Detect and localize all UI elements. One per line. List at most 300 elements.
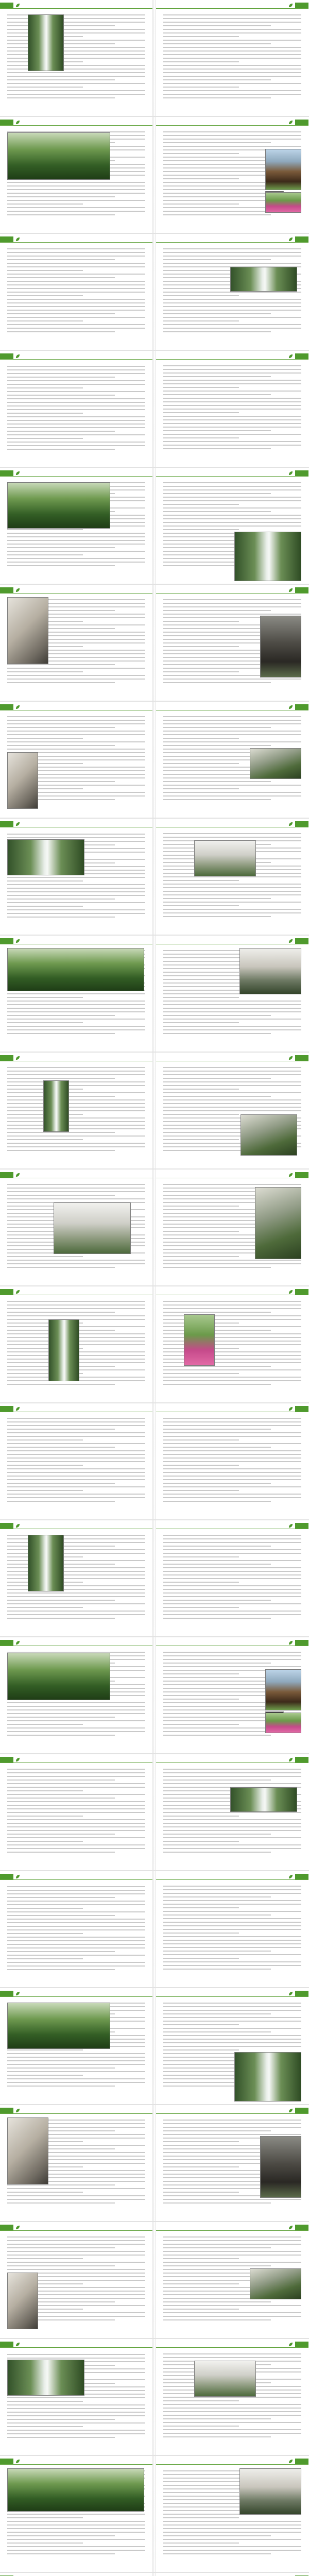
- text-line: [163, 2042, 301, 2043]
- text-line: [163, 178, 239, 179]
- text-line: [163, 679, 301, 680]
- text-line: [163, 1826, 301, 1827]
- text-line: [7, 1450, 145, 1451]
- text-line: [7, 1618, 115, 1619]
- text-line: [7, 2521, 145, 2522]
- text-line: [7, 997, 83, 998]
- text-line: [163, 792, 301, 793]
- book-gutter: [153, 234, 156, 350]
- text-line: [7, 2404, 145, 2405]
- text-line: [7, 434, 145, 435]
- chapter-tab: [295, 236, 308, 242]
- text-line: [7, 1494, 145, 1495]
- text-line: [7, 2524, 145, 2526]
- text-line: [163, 610, 271, 611]
- text-line: [163, 1969, 271, 1970]
- book-spread: [0, 1754, 309, 1871]
- text-line: [7, 558, 145, 559]
- text-line: [163, 94, 301, 95]
- book-gutter: [153, 1637, 156, 1753]
- text-line: [7, 1901, 145, 1902]
- text-line: [163, 1837, 301, 1838]
- text-line: [163, 2046, 301, 2047]
- scenery-photo: [260, 2136, 301, 2198]
- text-line: [163, 1535, 301, 1536]
- text-line: [7, 2553, 115, 2554]
- text-line: [163, 1089, 239, 1090]
- scenery-photo: [230, 1787, 297, 1812]
- text-line: [7, 1951, 115, 1952]
- text-line: [7, 2060, 145, 2061]
- text-line: [7, 295, 83, 296]
- text-line: [7, 2255, 145, 2256]
- text-line: [7, 1596, 145, 1597]
- text-line: [163, 1308, 301, 1309]
- text-line: [7, 1198, 145, 1199]
- text-line: [163, 731, 301, 732]
- text-line: [163, 526, 301, 527]
- scenery-photo: [234, 2052, 301, 2102]
- text-line: [163, 2166, 239, 2167]
- left-page: [0, 1520, 153, 1636]
- scenery-photo: [7, 597, 48, 664]
- text-line: [7, 1592, 145, 1594]
- text-line: [163, 1380, 301, 1381]
- text-line: [163, 2492, 239, 2493]
- text-line: [163, 50, 301, 52]
- text-line: [7, 431, 115, 432]
- text-line: [7, 427, 145, 428]
- text-line: [163, 142, 271, 143]
- leaf-icon: [15, 1523, 20, 1528]
- text-line: [163, 1029, 301, 1030]
- text-line: [7, 1465, 83, 1466]
- text-line: [7, 1886, 145, 1887]
- text-line: [163, 799, 271, 800]
- text-line: [163, 2415, 301, 2416]
- text-line: [163, 2006, 301, 2007]
- right-page: [156, 702, 308, 818]
- scenery-photo: [7, 2117, 48, 2184]
- text-line: [163, 1107, 301, 1108]
- book-spread: [0, 1637, 309, 1754]
- text-line: [163, 441, 301, 442]
- text-line: [163, 1418, 301, 1419]
- chapter-tab: [0, 1991, 13, 1996]
- text-line: [163, 1603, 301, 1604]
- text-line: [163, 383, 301, 384]
- left-page: [0, 585, 153, 701]
- page-header-rule: [156, 1640, 308, 1646]
- text-line: [7, 211, 145, 212]
- text-line: [7, 1922, 145, 1923]
- book-gutter: [153, 351, 156, 467]
- text-line: [7, 2437, 115, 2438]
- text-line: [163, 1078, 271, 1079]
- leaf-icon: [15, 2108, 20, 2113]
- chapter-tab: [0, 2225, 13, 2230]
- scenery-photo: [7, 1653, 110, 1700]
- text-line: [163, 1925, 301, 1926]
- leaf-icon: [288, 1173, 293, 1177]
- text-line: [163, 299, 301, 300]
- text-line: [7, 1958, 83, 1959]
- book-gutter: [153, 936, 156, 1052]
- text-line: [163, 1929, 301, 1930]
- text-line: [163, 909, 301, 910]
- page-header-rule: [0, 821, 152, 827]
- text-line: [7, 2262, 145, 2263]
- text-line: [7, 1709, 145, 1710]
- text-line: [7, 1904, 145, 1905]
- text-line: [7, 391, 145, 392]
- text-line: [163, 1904, 301, 1905]
- text-line: [7, 1717, 115, 1718]
- text-line: [7, 2258, 83, 2259]
- text-line: [163, 2535, 271, 2536]
- text-line: [7, 1479, 145, 1480]
- text-line: [7, 97, 115, 98]
- text-line: [163, 2404, 301, 2405]
- book-spread: [0, 2222, 309, 2339]
- leaf-icon: [15, 1406, 20, 1411]
- text-line: [163, 160, 271, 161]
- text-line: [7, 1436, 145, 1437]
- left-page: [0, 117, 153, 233]
- text-line: [7, 913, 145, 914]
- scenery-photo: [7, 132, 110, 180]
- chapter-tab: [295, 938, 308, 944]
- right-page: [156, 819, 308, 935]
- text-line: [163, 2546, 301, 2547]
- text-line: [7, 1117, 145, 1118]
- text-line: [7, 664, 115, 665]
- text-line: [163, 482, 301, 483]
- text-line: [7, 274, 145, 275]
- text-line: [7, 2419, 115, 2420]
- text-line: [163, 2400, 239, 2401]
- right-page: [156, 2222, 308, 2338]
- text-line: [7, 204, 83, 205]
- text-line: [163, 997, 239, 998]
- text-line: [7, 1468, 145, 1469]
- page-header-rule: [0, 1172, 152, 1178]
- book-gutter: [153, 585, 156, 701]
- text-line: [163, 837, 301, 838]
- text-line: [7, 2408, 145, 2409]
- chapter-tab: [295, 1523, 308, 1529]
- text-line: [7, 409, 145, 410]
- text-line: [163, 515, 301, 516]
- text-line: [163, 916, 271, 917]
- text-line: [7, 1926, 145, 1927]
- text-line: [7, 1937, 145, 1938]
- book-spread: [0, 351, 309, 468]
- text-line: [7, 2532, 145, 2533]
- page-header-rule: [0, 1289, 152, 1295]
- text-column: [163, 363, 301, 462]
- text-line: [7, 917, 115, 918]
- text-line: [7, 256, 145, 257]
- text-line: [163, 1479, 301, 1480]
- text-column: [7, 1767, 145, 1865]
- text-line: [7, 185, 145, 187]
- chapter-tab: [295, 2225, 308, 2230]
- text-line: [7, 200, 145, 201]
- chapter-tab: [295, 1055, 308, 1061]
- text-line: [163, 738, 239, 739]
- text-line: [163, 489, 301, 490]
- text-line: [7, 405, 145, 406]
- text-line: [163, 1830, 301, 1831]
- chapter-tab: [0, 470, 13, 476]
- text-line: [163, 1019, 301, 1020]
- leaf-icon: [288, 2108, 293, 2113]
- text-line: [163, 912, 301, 913]
- text-line: [163, 2017, 301, 2018]
- text-line: [163, 1001, 301, 1002]
- text-line: [163, 2433, 301, 2434]
- text-line: [7, 214, 115, 215]
- text-line: [7, 1418, 145, 1419]
- text-line: [163, 1301, 301, 1302]
- text-line: [7, 1132, 115, 1133]
- text-line: [7, 288, 145, 289]
- text-line: [7, 720, 145, 721]
- text-line: [7, 1735, 115, 1736]
- text-line: [163, 2075, 239, 2076]
- book-spread: [0, 468, 309, 585]
- text-line: [7, 1965, 145, 1967]
- text-line: [7, 1074, 145, 1075]
- book-spread: [0, 1286, 309, 1403]
- text-line: [163, 252, 301, 253]
- text-line: [7, 380, 145, 381]
- text-line: [163, 781, 271, 782]
- text-line: [163, 603, 301, 604]
- text-line: [163, 1776, 301, 1777]
- text-line: [163, 313, 271, 314]
- left-page: [0, 936, 153, 1052]
- leaf-icon: [15, 2342, 20, 2347]
- text-line: [163, 1425, 301, 1426]
- text-line: [7, 1384, 115, 1385]
- page-header-rule: [0, 704, 152, 710]
- book-gutter: [153, 2105, 156, 2221]
- text-line: [163, 2247, 271, 2248]
- scenery-photo: [28, 1535, 64, 1591]
- text-line: [163, 1011, 301, 1012]
- text-line: [7, 1107, 145, 1108]
- page-header-rule: [0, 236, 152, 243]
- text-line: [163, 214, 271, 215]
- text-line: [163, 1304, 301, 1306]
- book-spread: [0, 2456, 309, 2573]
- text-line: [163, 1592, 301, 1594]
- text-line: [163, 248, 301, 249]
- text-line: [163, 1560, 301, 1561]
- chapter-tab: [0, 1289, 13, 1295]
- page-header-rule: [0, 2108, 152, 2114]
- text-line: [163, 1578, 301, 1579]
- page-header-rule: [0, 1523, 152, 1529]
- page-header-rule: [0, 1874, 152, 1880]
- text-line: [7, 94, 145, 95]
- text-line: [163, 256, 301, 257]
- text-line: [7, 76, 145, 77]
- text-line: [163, 891, 301, 892]
- leaf-icon: [15, 354, 20, 359]
- text-line: [163, 1439, 239, 1440]
- text-line: [163, 2543, 239, 2544]
- leaf-icon: [15, 705, 20, 709]
- text-line: [163, 1596, 301, 1597]
- text-line: [163, 54, 301, 55]
- text-line: [7, 1033, 115, 1034]
- text-line: [7, 738, 83, 739]
- text-line: [163, 18, 301, 19]
- chapter-tab: [0, 587, 13, 593]
- text-line: [7, 1425, 145, 1426]
- text-line: [163, 1735, 271, 1736]
- text-line: [7, 196, 115, 197]
- text-line: [7, 1819, 145, 1820]
- text-line: [7, 302, 145, 303]
- text-line: [163, 1819, 301, 1820]
- text-line: [7, 395, 115, 396]
- text-line: [163, 394, 271, 395]
- text-line: [163, 40, 301, 41]
- text-line: [163, 727, 271, 728]
- text-line: [163, 497, 301, 498]
- scenery-photo: [7, 2360, 84, 2396]
- text-line: [163, 1377, 301, 1378]
- leaf-icon: [288, 705, 293, 709]
- text-line: [163, 1582, 239, 1583]
- right-page: [156, 2573, 308, 2576]
- text-line: [7, 259, 115, 260]
- book-spread: [0, 1988, 309, 2105]
- text-line: [7, 2514, 145, 2515]
- text-line: [163, 1447, 271, 1448]
- text-line: [163, 2255, 301, 2256]
- left-page: [0, 2456, 153, 2572]
- text-line: [7, 1801, 145, 1802]
- text-line: [163, 2397, 301, 2398]
- scenery-photo: [7, 839, 84, 875]
- text-line: [7, 2064, 145, 2065]
- text-line: [163, 1907, 239, 1908]
- text-line: [163, 324, 301, 325]
- text-line: [163, 1673, 239, 1674]
- text-line: [163, 2316, 301, 2317]
- text-line: [7, 83, 145, 84]
- text-line: [163, 2429, 301, 2430]
- text-line: [163, 1092, 301, 1093]
- text-line: [163, 1256, 239, 1257]
- text-line: [163, 599, 301, 600]
- text-line: [7, 1432, 145, 1433]
- text-line: [163, 1951, 271, 1952]
- text-line: [163, 2251, 301, 2252]
- leaf-icon: [288, 471, 293, 476]
- right-page: [156, 1053, 308, 1168]
- right-page: [156, 351, 308, 467]
- left-page: [0, 1286, 153, 1402]
- right-page: [156, 1520, 308, 1636]
- text-line: [163, 1663, 271, 1664]
- text-line: [163, 2319, 271, 2320]
- text-line: [7, 2528, 145, 2529]
- text-line: [7, 671, 83, 672]
- text-line: [163, 2236, 301, 2238]
- text-line: [7, 675, 145, 676]
- text-line: [7, 1110, 145, 1111]
- left-page: [0, 1637, 153, 1753]
- chapter-tab: [295, 1406, 308, 1412]
- text-line: [7, 2426, 83, 2427]
- text-line: [7, 1128, 145, 1129]
- page-header-rule: [156, 353, 308, 360]
- book-spread: [0, 234, 309, 351]
- text-line: [7, 310, 145, 311]
- text-line: [7, 1125, 145, 1126]
- chapter-tab: [295, 2108, 308, 2113]
- text-line: [163, 1429, 271, 1430]
- page-header-rule: [0, 587, 152, 594]
- leaf-icon: [288, 2459, 293, 2464]
- text-line: [7, 2086, 115, 2087]
- text-line: [163, 554, 239, 555]
- text-line: [163, 1936, 301, 1937]
- text-line: [163, 2553, 271, 2554]
- text-line: [163, 2517, 239, 2518]
- text-line: [163, 716, 301, 717]
- text-line: [7, 2397, 145, 2398]
- text-line: [163, 2265, 271, 2266]
- text-line: [7, 1805, 145, 1806]
- text-line: [7, 2358, 145, 2359]
- text-line: [7, 731, 145, 732]
- text-line: [163, 1206, 239, 1207]
- scenery-photo: [234, 532, 301, 581]
- text-line: [7, 1780, 115, 1781]
- text-line: [7, 1769, 145, 1770]
- text-line: [163, 1571, 301, 1572]
- text-column: [7, 363, 145, 462]
- text-line: [163, 1886, 301, 1887]
- text-line: [163, 1681, 271, 1682]
- text-line: [163, 2539, 301, 2540]
- text-line: [7, 723, 145, 724]
- text-line: [163, 898, 271, 899]
- chapter-tab: [295, 1640, 308, 1646]
- text-line: [163, 196, 271, 197]
- text-line: [163, 372, 301, 374]
- text-column: [163, 1884, 301, 1982]
- text-line: [163, 2010, 301, 2011]
- text-line: [7, 1600, 115, 1601]
- text-line: [163, 1852, 271, 1853]
- text-line: [163, 263, 301, 264]
- text-line: [163, 61, 239, 62]
- text-line: [163, 369, 301, 370]
- text-line: [163, 1501, 271, 1502]
- text-line: [7, 413, 83, 414]
- page-header-rule: [156, 704, 308, 710]
- text-line: [7, 2422, 145, 2424]
- text-line: [7, 263, 145, 264]
